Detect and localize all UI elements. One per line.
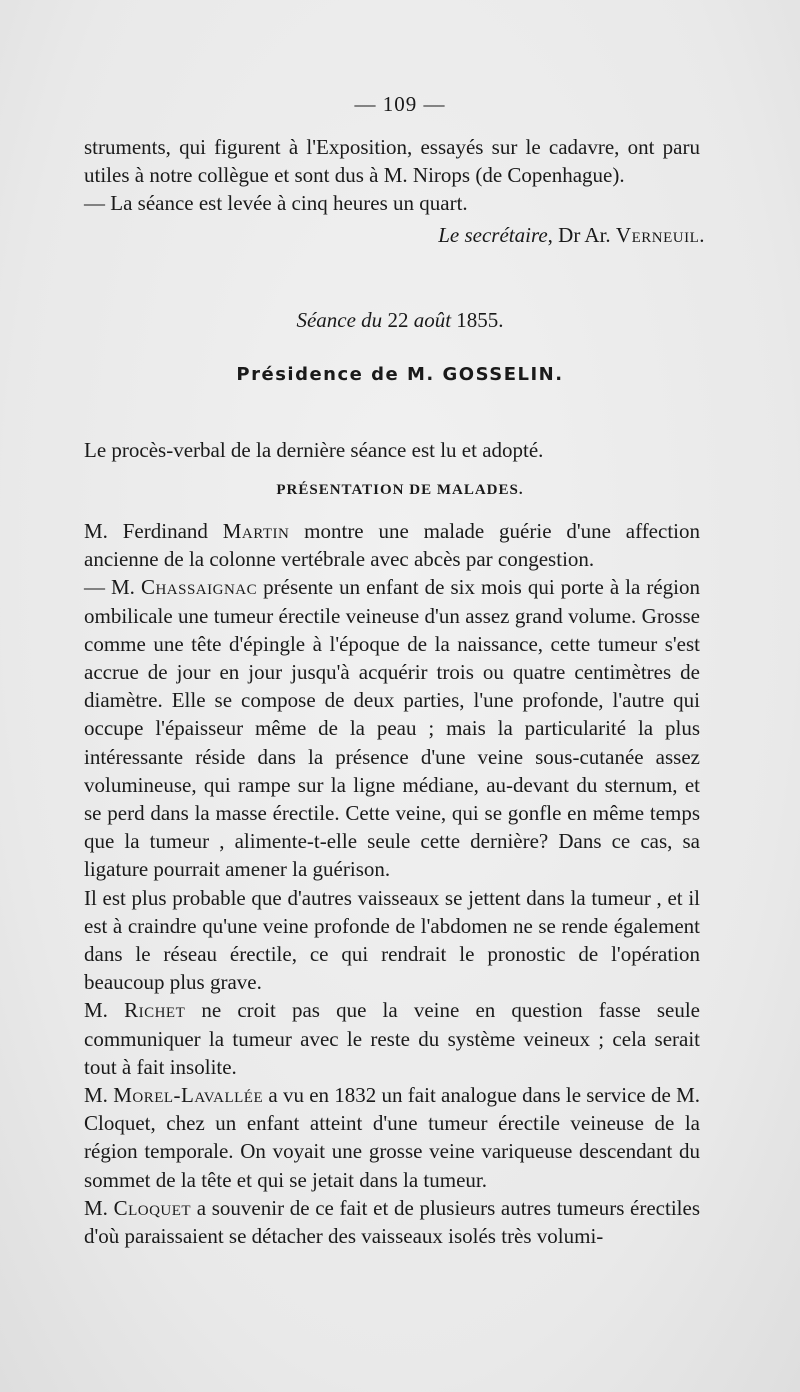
presidence-heading: Présidence de M. GOSSELIN. [236, 364, 564, 385]
paragraph-text: Il est plus probable que d'autres vaisseaux se jettent dans la tumeur , et il est à craindre qu'une veine profonde de l'abdomen ne se rende également dans le réseau érectile, ce qui rendrait le pronostic de l'opération beaucoup plus grave. [84, 885, 700, 995]
continuation-text [84, 133, 700, 218]
signature-name: Verneuil. [615, 223, 705, 247]
person-name: Morel-Lavallée [113, 1083, 264, 1108]
paragraph-martin [84, 517, 700, 573]
proces-verbal: Le procès-verbal de la dernière séance est lu et adopté. [84, 438, 544, 462]
person-name: Martin [222, 519, 290, 543]
lead: M. [84, 1195, 114, 1220]
closing-line: — La séance est levée à cinq heures un quart. [84, 191, 468, 216]
paragraph-probable [84, 884, 700, 997]
lead: — M. [84, 575, 141, 600]
signature-sep: , [547, 223, 559, 247]
seance-day: 22 [387, 308, 409, 332]
continuation-paragraph: struments, qui figurent à l'Exposition, essayés sur le cadavre, ont paru utiles à notre collègue et sont dus à M. Nirops (de Copenhague). [84, 135, 700, 188]
paragraph-text: a vu en 1832 un fait analogue dans le service de M. Cloquet, chez un enfant atteint d'une tumeur érectile veineuse de la région temporale. On voyait une grosse veine variqueuse descendant du sommet de la tête et qui se jetait dans la tumeur. [84, 1083, 700, 1192]
paragraph-richet [84, 996, 700, 1081]
seance-month: août [408, 308, 457, 332]
lead: M. [84, 1083, 114, 1108]
paragraph-morel-lavallee [84, 1081, 700, 1194]
person-name: Richet [124, 998, 186, 1023]
body-text [84, 517, 700, 1250]
paragraph-text: présente un enfant de six mois qui porte à la région ombilicale une tumeur érectile veineuse d'un assez grand volume. Grosse comme une tête d'épingle à l'époque de la naissance, cette tumeur s'est accrue de jour en jour jusqu'à acquérir trois ou quatre centimètres de diamètre. Elle se compose de deux parties, l'une profonde, l'autre qui occupe l'épaisseur même de la peau ; mais la particularité la plus intéressante réside dans la présence d'une veine sous-cutanée assez volumineuse, qui rampe sur la ligne médiane, au-devant du sternum, et se perd dans la masse érectile. Cette veine, qui se gonfle en même temps que la tumeur , alimente-t-elle seule cette dernière? Dans ce cas, sa ligature pourrait amener la guérison. [84, 575, 700, 882]
person-name: Chassaignac [140, 575, 258, 600]
seance-heading [0, 308, 800, 333]
section-heading: PRÉSENTATION DE MALADES. [276, 482, 524, 498]
paragraph-text: ne croit pas que la veine en question fasse seule communiquer la tumeur avec le reste du système veineux ; cela serait tout à fait insolite. [84, 998, 700, 1079]
signature-role: Le secrétaire [438, 223, 548, 247]
paragraph-chassaignac [84, 573, 700, 883]
paragraph-text: a souvenir de ce fait et de plusieurs autres tumeurs érectiles d'où paraissaient se détacher des vaisseaux isolés très volumi- [84, 1195, 700, 1249]
lead: M. Ferdinand [84, 519, 223, 543]
signature-title: Dr Ar. [558, 223, 616, 247]
seance-label: Séance du [296, 308, 388, 332]
page-number: — 109 — [354, 92, 446, 116]
secretary-signature [438, 223, 705, 248]
seance-year: 1855. [456, 308, 504, 332]
paragraph-cloquet [84, 1194, 700, 1250]
paragraph-text: montre une malade guérie d'une affection ancienne de la colonne vertébrale avec abcès par congestion. [84, 519, 700, 572]
person-name: Cloquet [113, 1195, 192, 1220]
lead: M. [84, 998, 125, 1023]
